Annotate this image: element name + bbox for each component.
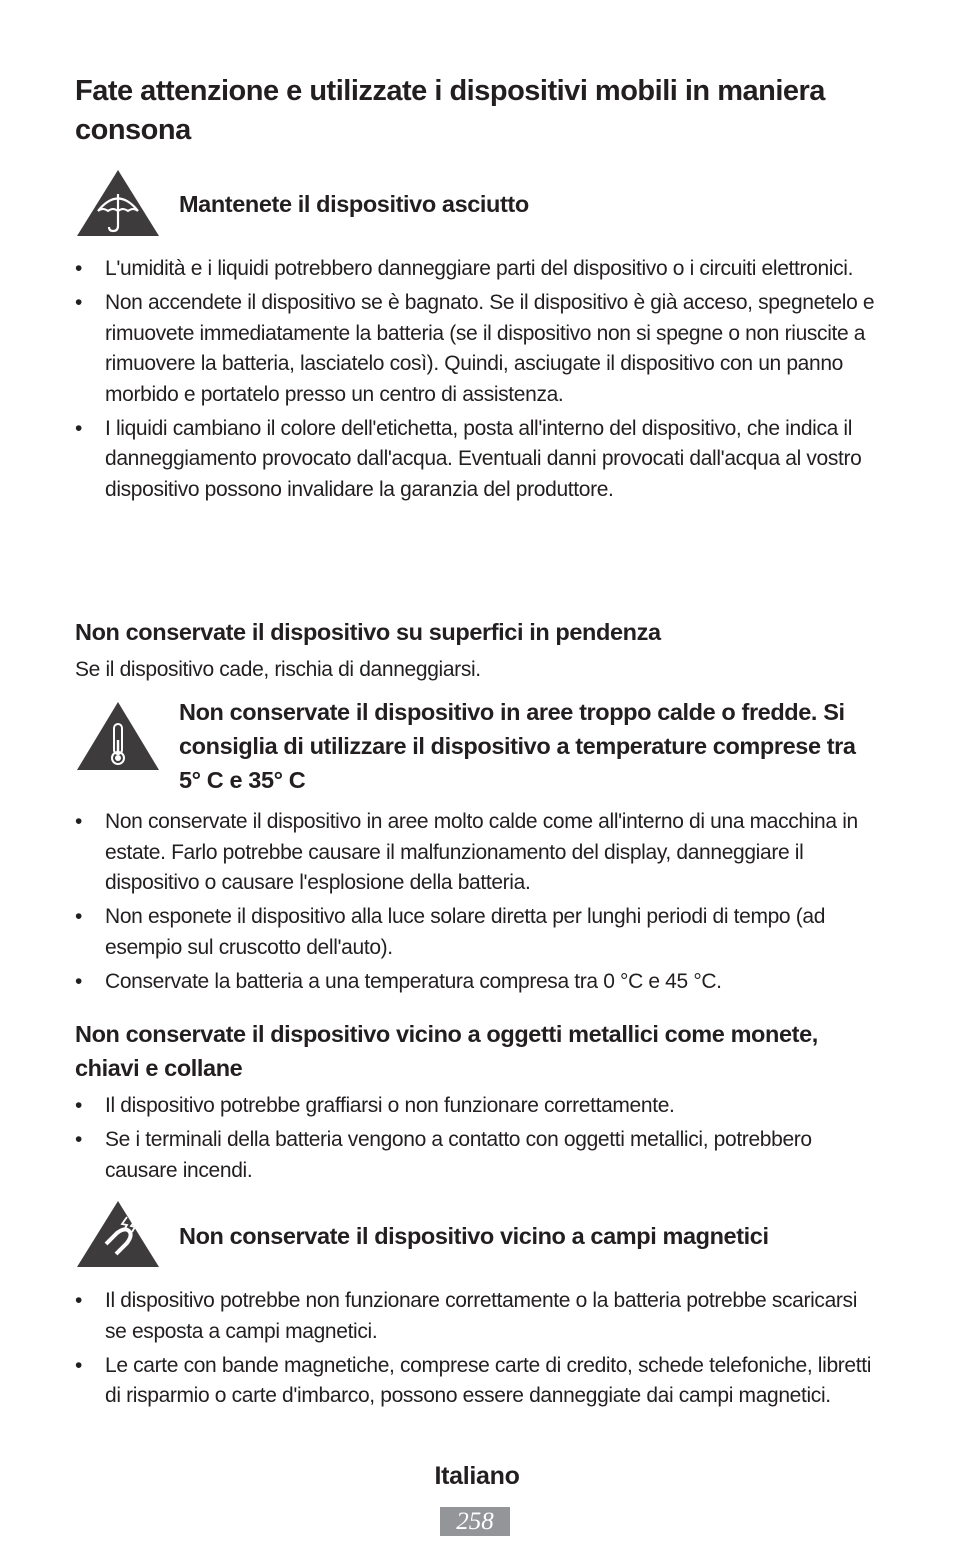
list-item: • Le carte con bande magnetiche, comprese carte di credito, schede telefoniche, libretti di risparmio o carte d'imbarco, possono essere danneggiate dai campi magnetici. <box>75 1351 875 1412</box>
list-item: • Non accendete il dispositivo se è bagnato. Se il dispositivo è già acceso, spegnetelo e rimuovete immediatamente la batteria (se il dispositivo non si spegne o non riuscite a rimuovere la batteria, lasciatelo così). Quindi, asciugate il dispositivo con un panno morbido e portatelo presso un centro di assistenza. <box>75 288 875 410</box>
list-item: • Il dispositivo potrebbe non funzionare correttamente o la batteria potrebbe scaricarsi se esposta a campi magnetici. <box>75 1286 875 1347</box>
bullet-list-magnetic-fields <box>75 1286 875 1415</box>
list-item: • Non conservate il dispositivo in aree molto calde come all'interno di una macchina in estate. Farlo potrebbe causare il malfunzionamento del display, danneggiare il dispositivo o causare l'esplosione della batteria. <box>75 807 875 899</box>
bullet-list-keep-dry <box>75 254 875 509</box>
umbrella-warning-icon <box>75 168 161 238</box>
list-item: • Il dispositivo potrebbe graffiarsi o non funzionare correttamente. <box>75 1091 875 1122</box>
page-title: Fate attenzione e utilizzate i dispositivi mobili in maniera consona <box>75 75 825 146</box>
thermometer-warning-icon <box>75 700 161 772</box>
section-heading-sloped-surfaces: Non conservate il dispositivo su superfici in pendenza <box>75 619 661 645</box>
section-heading-metal-objects: Non conservate il dispositivo vicino a oggetti metallici come monete, chiavi e collane <box>75 1021 818 1081</box>
section-heading-temperature: Non conservate il dispositivo in aree troppo calde o fredde. Si consiglia di utilizzare il dispositivo a temperature comprese tra 5° C e 35° C <box>179 699 856 793</box>
section-heading-keep-dry: Mantenete il dispositivo asciutto <box>179 191 529 217</box>
paragraph-sloped-surfaces: Se il dispositivo cade, rischia di danneggiarsi. <box>75 658 481 681</box>
footer-language: Italiano <box>434 1462 520 1490</box>
list-item: • Conservate la batteria a una temperatura compresa tra 0 °C e 45 °C. <box>75 967 875 998</box>
page-number-badge: 258 <box>440 1507 510 1536</box>
list-item: • Se i terminali della batteria vengono a contatto con oggetti metallici, potrebbero causare incendi. <box>75 1125 875 1186</box>
magnet-warning-icon <box>75 1199 161 1269</box>
list-item: • I liquidi cambiano il colore dell'etichetta, posta all'interno del dispositivo, che indica il danneggiamento provocato dall'acqua. Eventuali danni provocati dall'acqua al vostro dispositivo possono invalidare la garanzia del produttore. <box>75 414 875 506</box>
list-item: • Non esponete il dispositivo alla luce solare diretta per lunghi periodi di tempo (ad esempio sul cruscotto dell'auto). <box>75 902 875 963</box>
section-heading-magnetic-fields: Non conservate il dispositivo vicino a campi magnetici <box>179 1223 769 1249</box>
bullet-list-metal-objects <box>75 1091 875 1190</box>
bullet-list-temperature <box>75 807 875 1001</box>
list-item: • L'umidità e i liquidi potrebbero danneggiare parti del dispositivo o i circuiti elettronici. <box>75 254 875 285</box>
